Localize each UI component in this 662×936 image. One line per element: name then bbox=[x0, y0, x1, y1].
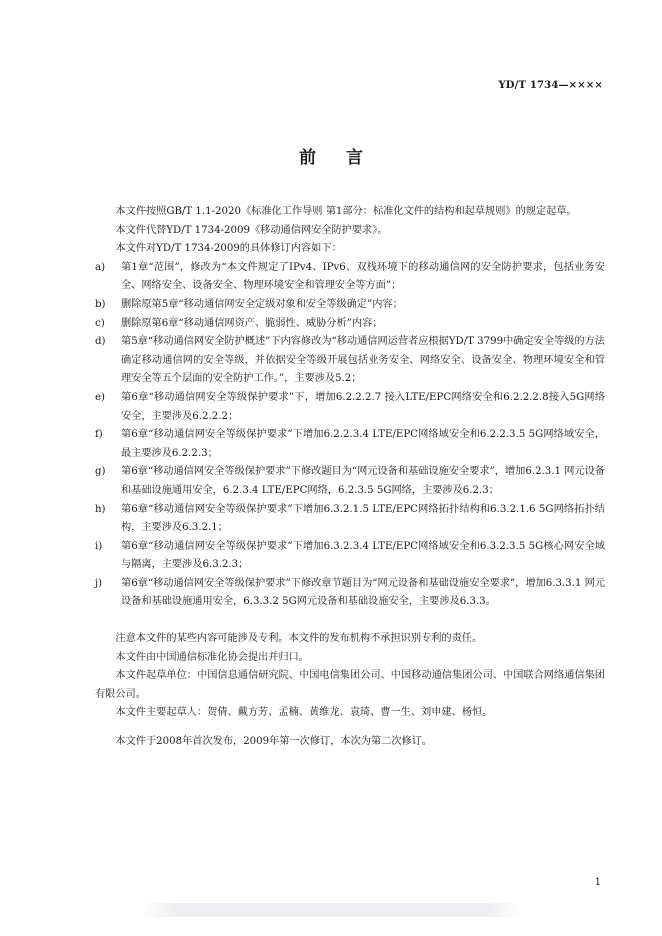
list-item-text: 第6章“移动通信网安全等级保护要求”下增加6.3.2.3.4 LTE/EPC网络域安全和6.3.2.3.5 5G核心网安全域与隔离，主要涉及6.3.2.3； bbox=[121, 540, 605, 571]
list-item bbox=[95, 296, 605, 315]
publication-history: 本文件于2008年首次发布，2009年第一次修订，本次为第二次修订。 bbox=[115, 736, 433, 748]
list-marker: g) bbox=[95, 466, 106, 478]
document-code: YD/T 1734—×××× bbox=[498, 80, 603, 91]
list-item-text: 第1章“范围”，修改为“本文件规定了IPv4、IPv6、双栈环境下的移动通信网的安全防护要求，包括业务安全、网络安全、设备安全、物理环境安全和管理安全等方面”； bbox=[121, 261, 605, 292]
intro-paragraph-drafting-rules: 本文件按照GB/T 1.1-2020《标准化工作导则 第1部分：标准化文件的结构和起草规则》的规定起草。 bbox=[115, 206, 577, 217]
list-item-text: 第6章“移动通信网安全等级保护要求”下增加6.2.2.3.4 LTE/EPC网络域安全和6.2.2.3.5 5G网络域安全，最主要涉及6.2.2.3； bbox=[121, 429, 605, 459]
list-item bbox=[95, 501, 605, 538]
proposer-statement: 本文件由中国通信标准化协会提出并归口。 bbox=[115, 651, 309, 663]
main-drafters: 本文件主要起草人：贺倩、戴方芳、孟楠、黄维龙、袁琦、曹一生、刘申建、杨恒。 bbox=[115, 707, 493, 719]
list-item bbox=[95, 259, 605, 296]
page-number: 1 bbox=[594, 877, 601, 888]
list-item bbox=[95, 463, 605, 500]
patent-notice: 注意本文件的某些内容可能涉及专利。本文件的发布机构不承担识别专利的责任。 bbox=[115, 633, 483, 645]
list-marker: h) bbox=[95, 503, 106, 515]
list-marker: j) bbox=[95, 577, 103, 589]
list-item bbox=[95, 333, 605, 389]
list-item bbox=[95, 315, 605, 334]
list-item-text: 删除原第5章“移动通信网安全定级对象和安全等级确定”内容； bbox=[121, 298, 403, 310]
intro-paragraph-replaces: 本文件代替YD/T 1734-2009《移动通信网安全防护要求》。 bbox=[115, 224, 388, 236]
list-item bbox=[95, 426, 605, 463]
spacer bbox=[95, 723, 605, 733]
drafting-organizations: 本文件起草单位：中国信息通信研究院、中国电信集团公司、中国移动通信集团公司、中国联合网络通信集团有限公司。 bbox=[95, 670, 605, 700]
list-marker: i) bbox=[95, 540, 103, 552]
list-marker: c) bbox=[95, 317, 105, 329]
list-item-text: 第6章“移动通信网安全等级保护要求”下修改题目为“网元设备和基础设施安全要求”，增加6.2.3.1 网元设备和基础设施通用安全，6.2.3.4 LTE/EPC网络，6.2.3.5 5G网络，主要涉及6.2.3； bbox=[121, 466, 605, 496]
list-item bbox=[95, 575, 605, 612]
list-item-text: 第5章“移动通信网安全防护概述”下内容修改为“移动通信网运营者应根据YD/T 3799中确定安全等级的方法确定移动通信网的安全等级，并依据安全等级开展包括业务安全、网络安全、设备安全、物理环境安全和管理安全等五个层面的安全防护工作。”，主要涉及5.2； bbox=[121, 336, 605, 385]
foreword-body bbox=[95, 203, 605, 752]
list-item-text: 删除原第6章“移动通信网资产、脆弱性、威胁分析”内容； bbox=[121, 317, 383, 329]
list-marker: b) bbox=[95, 298, 106, 310]
intro-paragraph-changes-lead: 本文件对YD/T 1734-2009的具体修订内容如下： bbox=[115, 243, 342, 255]
list-item-text: 第6章“移动通信网安全等级保护要求”下修改章节题目为“网元设备和基础设施安全要求”，增加6.3.3.1 网元设备和基础设施通用安全，6.3.3.2 5G网元设备和基础设施安全，主要涉及6.3.3。 bbox=[121, 577, 605, 608]
list-marker: f) bbox=[95, 429, 103, 441]
list-item bbox=[95, 538, 605, 575]
list-marker: d) bbox=[95, 336, 106, 348]
list-marker: e) bbox=[95, 391, 106, 403]
page-title: 前言 bbox=[299, 148, 393, 168]
list-item-text: 第6章“移动通信网安全等级保护要求”下增加6.3.2.1.5 LTE/EPC网络拓扑结构和6.3.2.1.6 5G网络拓扑结构，主要涉及6.3.2.1； bbox=[121, 503, 605, 534]
changes-list bbox=[95, 259, 605, 612]
faded-footer-watermark bbox=[140, 903, 522, 917]
spacer bbox=[95, 612, 605, 630]
list-item-text: 第6章“移动通信网安全等级保护要求”下，增加6.2.2.2.7 接入LTE/EPC网络安全和6.2.2.2.8接入5G网络安全，主要涉及6.2.2.2； bbox=[121, 391, 605, 422]
list-item bbox=[95, 389, 605, 426]
list-marker: a) bbox=[95, 261, 106, 273]
